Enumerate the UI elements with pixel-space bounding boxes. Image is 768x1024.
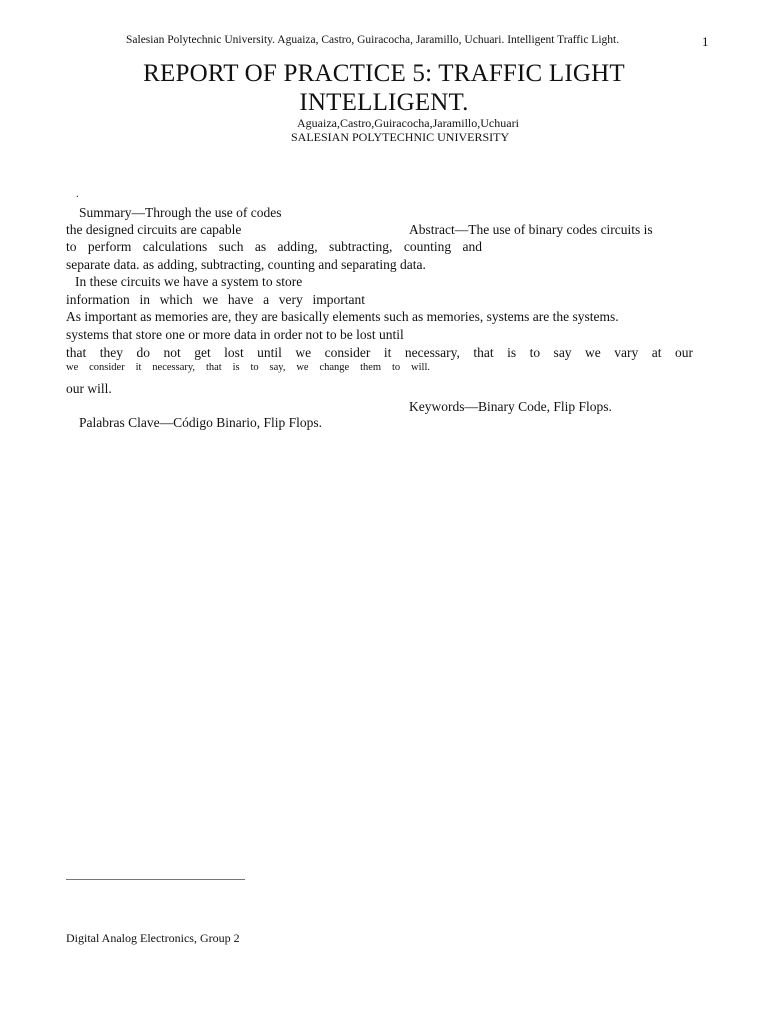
- palabras-clave-line: Palabras Clave—Código Binario, Flip Flops.: [79, 415, 322, 430]
- body-line-8: systems that store one or more data in order not to be lost until: [66, 327, 404, 342]
- body-line-10: we consider it necessary, that is to say, we change them to will.: [66, 362, 430, 373]
- stray-dot: .: [76, 189, 79, 200]
- abstract-line-1: Abstract—The use of binary codes circuits is: [409, 222, 653, 237]
- body-line-11: our will.: [66, 381, 112, 396]
- body-line-5: In these circuits we have a system to store: [75, 274, 303, 289]
- body-line-9: that they do not get lost until we consider it necessary, that is to say we vary at our: [66, 345, 693, 360]
- running-header: Salesian Polytechnic University. Aguaiza, Castro, Guiracocha, Jaramillo, Uchuari. Intelligent Traffic Light.: [126, 34, 620, 46]
- footer-note: Digital Analog Electronics, Group 2: [66, 931, 240, 945]
- title-line-1: REPORT OF PRACTICE 5: TRAFFIC LIGHT: [143, 60, 625, 87]
- body-line-7: As important as memories are, they are basically elements such as memories, systems are the systems.: [66, 309, 619, 324]
- summary-line-1: Summary—Through the use of codes: [79, 205, 282, 220]
- body-line-6: information in which we have a very important: [66, 292, 365, 307]
- page-number: 1: [702, 34, 709, 49]
- title-line-2: INTELLIGENT.: [299, 89, 469, 116]
- footnote-rule: [66, 879, 245, 880]
- body-line-3: to perform calculations such as adding, subtracting, counting and: [66, 239, 482, 254]
- summary-line-2: the designed circuits are capable: [66, 222, 242, 237]
- author-affiliation: SALESIAN POLYTECHNIC UNIVERSITY: [291, 130, 510, 144]
- author-names: Aguaiza,Castro,Guiracocha,Jaramillo,Uchuari: [297, 116, 519, 130]
- body-line-4: separate data. as adding, subtracting, counting and separating data.: [66, 257, 426, 272]
- keywords-line: Keywords—Binary Code, Flip Flops.: [409, 399, 612, 414]
